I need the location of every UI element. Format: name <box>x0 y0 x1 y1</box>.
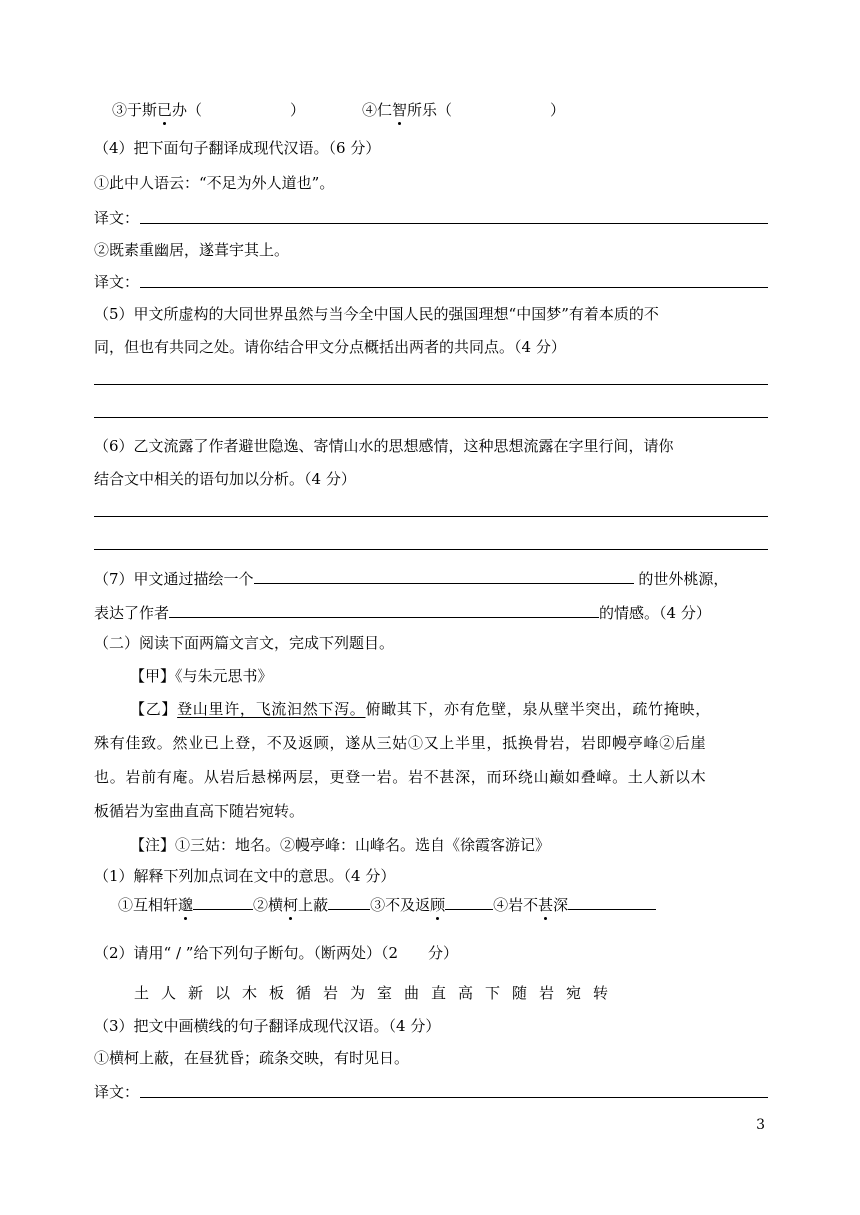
page-number: 3 <box>756 1117 765 1133</box>
sq1-b-suffix: 上蔽 <box>298 896 329 914</box>
sq3-yiwen-label: 译文： <box>94 1083 140 1101</box>
q5-text-line-1: （5）甲文所虚构的大同世界虽然与当今全中国人民的强国理想“中国梦”有着本质的不 <box>94 305 659 323</box>
q3-item4-dotted-char: 智 <box>392 101 408 119</box>
section2-note: 【注】①三姑：地名。②幔亭峰：山峰名。选自《徐霞客游记》 <box>130 836 551 854</box>
q7-part1: （7）甲文通过描绘一个 <box>94 570 254 588</box>
q4-yiwen-label-1: 译文： <box>94 209 140 227</box>
section2-heading: （二）阅读下面两篇文言文，完成下列题目。 <box>94 634 395 652</box>
q5-answer-line-2[interactable] <box>94 417 768 418</box>
q7-part2: 的世外桃源， <box>633 570 729 588</box>
yi-underlined-sentence: 登山里许，飞流汩然下泻。 <box>177 700 366 718</box>
sq3-answer-line[interactable] <box>140 1097 768 1098</box>
q4-answer-line-1[interactable] <box>140 223 768 224</box>
sq3-title: （3）把文中画横线的句子翻译成现代汉语。（4 分） <box>94 1017 441 1035</box>
q3-item4-line <box>362 100 565 120</box>
q3-item4-close: ） <box>550 101 566 119</box>
sq1-a-dotted-char: 邈 <box>178 896 194 914</box>
q7-blank-2[interactable] <box>169 601 599 618</box>
sq1-c-dotted-char: 顾 <box>430 896 446 914</box>
q6-text-line-1: （6）乙文流露了作者避世隐逸、寄情山水的思想感情，这种思想流露在字里行间，请你 <box>94 437 674 455</box>
yi-line1-rest: 俯瞰其下，亦有危壁，泉从壁半突出，疏竹掩映， <box>365 700 711 718</box>
yi-label: 【乙】 <box>130 700 178 718</box>
sq1-b-dotted-char: 柯 <box>283 896 299 914</box>
q7-part3: 表达了作者 <box>94 604 170 622</box>
sq1-d-suffix: 深 <box>553 896 569 914</box>
sq1-d-dotted-char: 甚 <box>538 896 554 914</box>
q6-text-line-2: 结合文中相关的语句加以分析。（4 分） <box>94 470 356 488</box>
sq1-c-blank[interactable] <box>445 893 493 910</box>
q3-item3-prefix: ③于斯 <box>112 101 158 119</box>
q7-line-1 <box>94 567 728 589</box>
sq1-a-blank[interactable] <box>193 893 253 910</box>
q7-part4: 的情感。（4 分） <box>599 604 711 622</box>
q7-blank-1[interactable] <box>254 567 634 584</box>
q7-line-2 <box>94 601 711 623</box>
sq1-b-blank[interactable] <box>328 893 370 910</box>
sq1-b-prefix: ②横 <box>253 896 284 914</box>
section2-yi-line-3: 也。岩前有庵。从岩后悬梯两层，更登一岩。岩不甚深，而环绕山巅如叠嶂。土人新以木 <box>94 768 707 786</box>
sq1-title: （1）解释下列加点词在文中的意思。（4 分） <box>94 867 396 885</box>
sq1-d-prefix: ④岩不 <box>493 896 539 914</box>
section2-yi-line-1 <box>130 699 711 719</box>
q3-item3-dotted-char: 已 <box>157 101 173 119</box>
q4-sentence-2: ②既素重幽居，遂葺宇其上。 <box>94 241 290 259</box>
q6-answer-line-2[interactable] <box>94 549 768 550</box>
sq1-d-blank[interactable] <box>568 893 656 910</box>
sq2-title: （2）请用“ / ”给下列句子断句。（断两处）（2 分） <box>94 944 459 962</box>
section2-yi-line-2: 殊有佳致。然业已上登，不及返顾，遂从三姑①又上半里，抵换骨岩，岩即幔亭峰②后崖 <box>94 734 707 752</box>
q4-title: （4）把下面句子翻译成现代汉语。（6 分） <box>94 139 381 157</box>
q5-text-line-2: 同，但也有共同之处。请你结合甲文分点概括出两者的共同点。（4 分） <box>94 338 566 356</box>
sq3-sentence-1: ①横柯上蔽，在昼犹昏；疏条交映，有时见日。 <box>94 1049 410 1067</box>
q4-sentence-1: ①此中人语云：“不足为外人道也”。 <box>94 174 335 192</box>
section2-yi-line-4: 板循岩为室曲直高下随岩宛转。 <box>94 802 305 820</box>
sq1-a-prefix: ①互相轩 <box>118 896 179 914</box>
q3-item3-suffix: 办（ <box>172 101 203 119</box>
sq2-sentence[interactable]: 土人新以木板循岩为室曲直高下随岩宛转 <box>134 984 621 1002</box>
q3-item3-close: ） <box>290 101 306 119</box>
q4-yiwen-label-2: 译文： <box>94 273 140 291</box>
q3-item4-prefix: ④仁 <box>362 101 393 119</box>
sq1-items <box>118 893 656 915</box>
q5-answer-line-1[interactable] <box>94 384 768 385</box>
q6-answer-line-1[interactable] <box>94 516 768 517</box>
q3-items-line <box>112 100 305 120</box>
sq1-c-prefix: ③不及返 <box>370 896 431 914</box>
q3-item4-suffix: 所乐（ <box>407 101 453 119</box>
q4-answer-line-2[interactable] <box>140 287 768 288</box>
section2-jia-title: 【甲】《与朱元思书》 <box>130 667 273 685</box>
